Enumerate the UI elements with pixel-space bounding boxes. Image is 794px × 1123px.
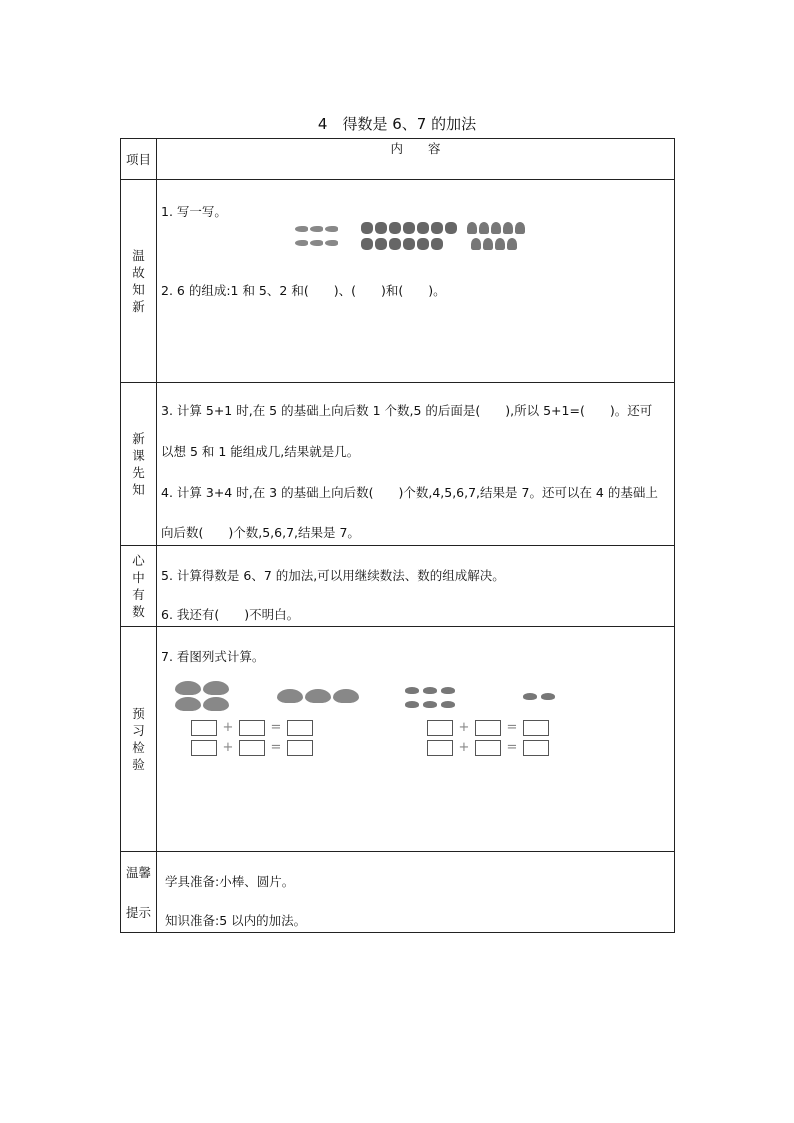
duck-icon xyxy=(441,687,455,694)
tip-tools: 学具准备:小棒、圆片。 xyxy=(165,874,295,889)
answer-box[interactable] xyxy=(287,720,313,736)
header-content: 内 容 xyxy=(157,139,675,180)
answer-box[interactable] xyxy=(427,720,453,736)
mind-content xyxy=(157,546,675,627)
bird-icon xyxy=(495,238,505,250)
butterfly-icon xyxy=(175,697,201,711)
answer-box[interactable] xyxy=(239,740,265,756)
bird-icon xyxy=(483,238,493,250)
question-7: 7. 看图列式计算。 xyxy=(161,649,265,664)
plus-sign: + xyxy=(222,720,234,735)
answer-box[interactable] xyxy=(191,740,217,756)
flower-icon xyxy=(361,222,373,234)
fish-icon xyxy=(325,240,338,246)
duck-picture xyxy=(405,687,585,717)
plus-sign: + xyxy=(458,740,470,755)
fish-icon xyxy=(310,240,323,246)
section-preview xyxy=(121,383,675,546)
answer-box[interactable] xyxy=(523,720,549,736)
header-item: 项目 xyxy=(121,139,157,180)
bird-icon xyxy=(491,222,501,234)
fish-icon xyxy=(295,226,308,232)
tips-label-bottom: 提示 xyxy=(125,905,151,920)
butterfly-icon xyxy=(175,681,201,695)
bird-icon xyxy=(503,222,513,234)
bird-icon xyxy=(467,222,477,234)
answer-box[interactable] xyxy=(475,740,501,756)
equation-right-1 xyxy=(427,719,549,736)
duck-icon xyxy=(405,687,419,694)
tip-knowledge: 知识准备:5 以内的加法。 xyxy=(165,913,307,928)
question-3-line-2: 以想 5 和 1 能组成几,结果就是几。 xyxy=(161,444,360,459)
plus-sign: + xyxy=(458,720,470,735)
answer-box[interactable] xyxy=(239,720,265,736)
butterfly-icon xyxy=(203,681,229,695)
flower-icon xyxy=(417,222,429,234)
flower-icon xyxy=(375,238,387,250)
question-4-line-2: 向后数( )个数,5,6,7,结果是 7。 xyxy=(161,525,360,540)
answer-box[interactable] xyxy=(287,740,313,756)
fish-icon xyxy=(325,226,338,232)
section-tips xyxy=(121,852,675,933)
flower-icon xyxy=(389,238,401,250)
butterfly-icon xyxy=(203,697,229,711)
question-3-line-1: 3. 计算 5+1 时,在 5 的基础上向后数 1 个数,5 的后面是( ),所以 5+1=( )。还可 xyxy=(161,403,653,418)
header-row xyxy=(121,139,675,180)
equals-sign: = xyxy=(270,720,282,735)
flower-icon xyxy=(431,238,443,250)
duck-icon xyxy=(541,693,555,700)
bird-icon xyxy=(515,222,525,234)
duck-icon xyxy=(423,687,437,694)
mind-label: 心中有数 xyxy=(132,553,145,619)
answer-box[interactable] xyxy=(523,740,549,756)
equation-left-2 xyxy=(191,739,313,756)
question-2: 2. 6 的组成:1 和 5、2 和( )、( )和( )。 xyxy=(161,283,446,298)
equals-sign: = xyxy=(270,740,282,755)
preview-label: 新课先知 xyxy=(132,431,145,497)
preview-content xyxy=(157,383,675,546)
tips-label-top: 温馨 xyxy=(125,865,151,880)
page-title: 4 得数是 6、7 的加法 xyxy=(317,115,477,133)
flower-icon xyxy=(445,222,457,234)
butterfly-icon xyxy=(277,689,303,703)
answer-box[interactable] xyxy=(475,720,501,736)
section-check xyxy=(121,627,675,852)
question-4-line-1: 4. 计算 3+4 时,在 3 的基础上向后数( )个数,4,5,6,7,结果是 7。还可以在 4 的基础上 xyxy=(161,485,658,500)
equation-left-1 xyxy=(191,719,313,736)
butterfly-icon xyxy=(305,689,331,703)
plus-sign: + xyxy=(222,740,234,755)
flower-icon xyxy=(361,238,373,250)
flower-icon xyxy=(375,222,387,234)
question-6: 6. 我还有( )不明白。 xyxy=(161,607,300,622)
answer-box[interactable] xyxy=(191,720,217,736)
question-1: 1. 写一写。 xyxy=(161,204,227,219)
duck-icon xyxy=(405,701,419,708)
flower-icon xyxy=(431,222,443,234)
fish-icon xyxy=(310,226,323,232)
review-label: 温故知新 xyxy=(132,248,145,314)
bird-icon xyxy=(479,222,489,234)
flower-icon xyxy=(403,238,415,250)
question-5: 5. 计算得数是 6、7 的加法,可以用继续数法、数的组成解决。 xyxy=(161,568,505,583)
bird-icon xyxy=(471,238,481,250)
flower-icon xyxy=(417,238,429,250)
check-label: 预习检验 xyxy=(132,706,145,772)
section-review xyxy=(121,180,675,383)
check-content xyxy=(157,627,675,852)
equation-right-2 xyxy=(427,739,549,756)
equals-sign: = xyxy=(506,740,518,755)
review-content xyxy=(157,180,675,383)
worksheet-table xyxy=(120,138,675,933)
duck-icon xyxy=(441,701,455,708)
fish-icon xyxy=(295,240,308,246)
flower-icon xyxy=(403,222,415,234)
counting-pictures xyxy=(295,222,535,258)
section-mind xyxy=(121,546,675,627)
flower-icon xyxy=(389,222,401,234)
answer-box[interactable] xyxy=(427,740,453,756)
bird-icon xyxy=(507,238,517,250)
tips-content xyxy=(157,852,675,933)
butterfly-icon xyxy=(333,689,359,703)
duck-icon xyxy=(423,701,437,708)
duck-icon xyxy=(523,693,537,700)
equals-sign: = xyxy=(506,720,518,735)
butterfly-picture xyxy=(175,681,345,715)
